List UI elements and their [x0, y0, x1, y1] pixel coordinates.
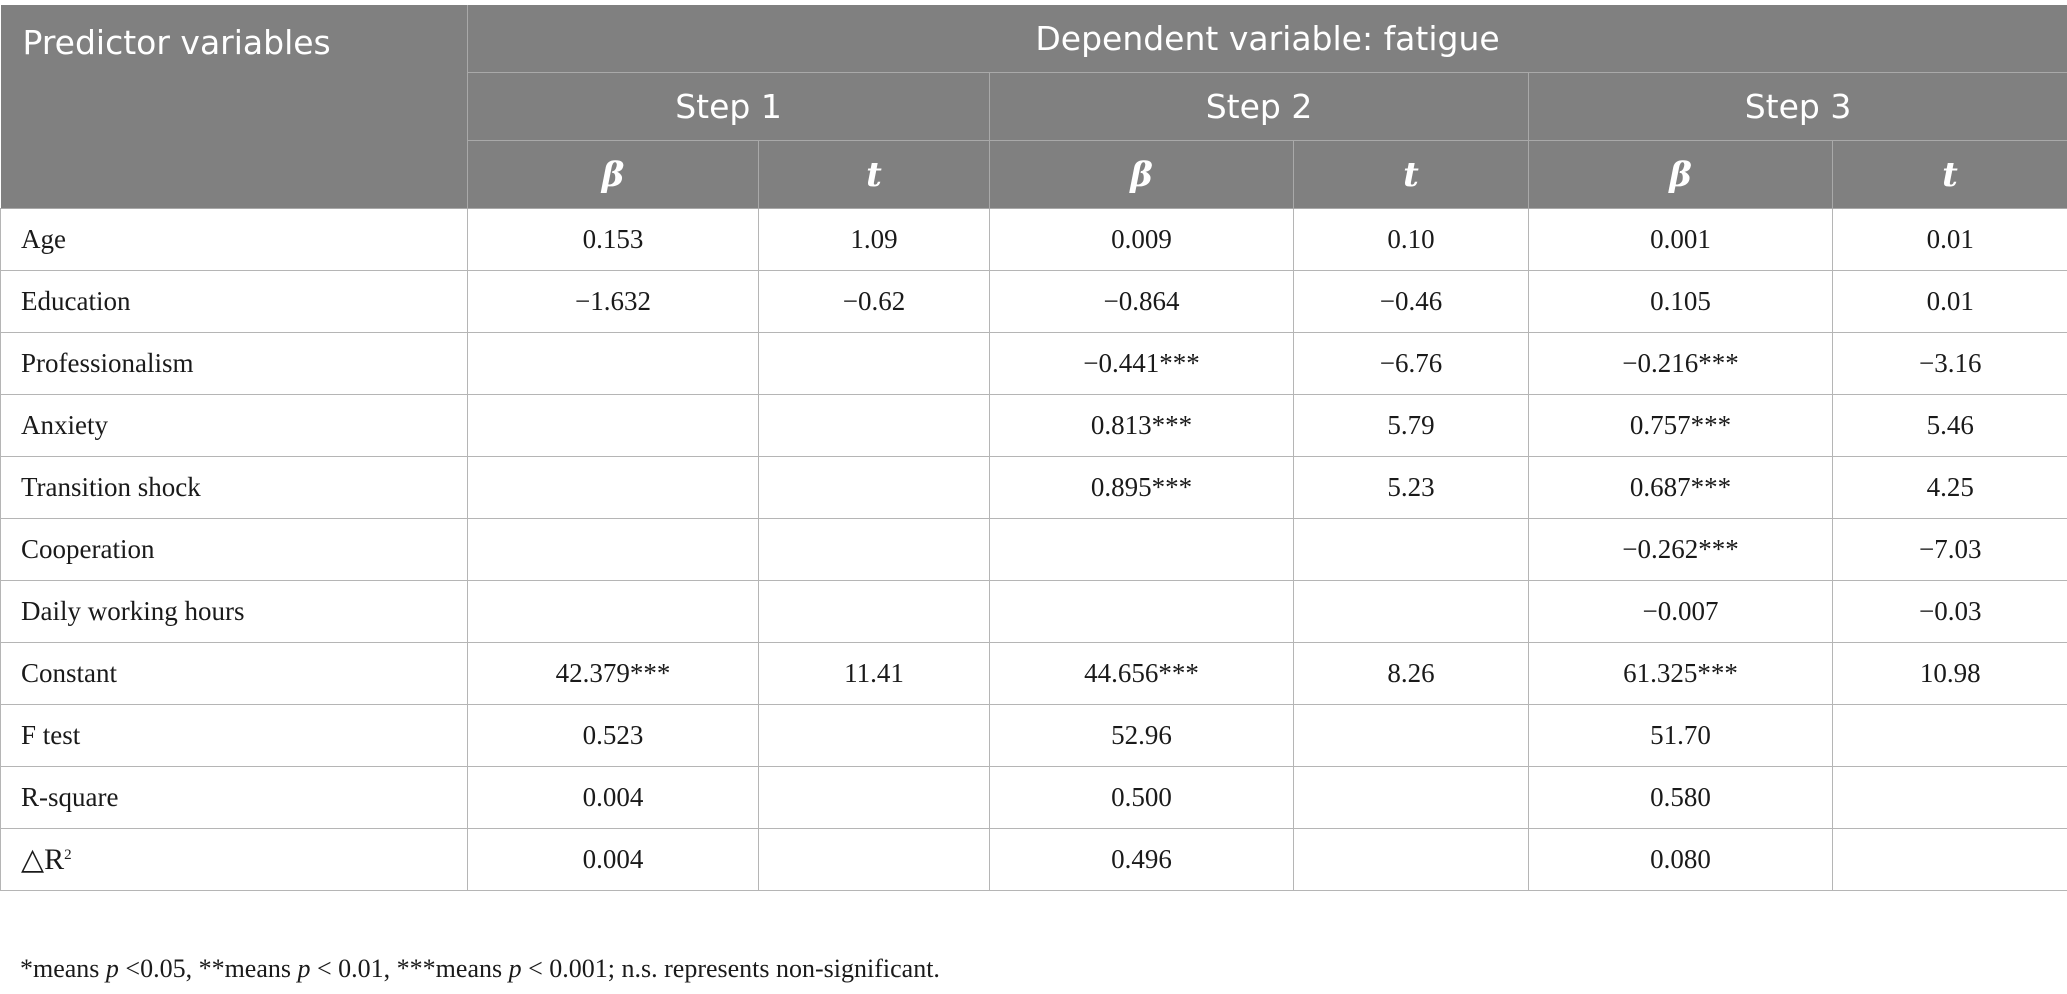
regression-table: [0, 5, 2067, 891]
superscript-two: 2: [64, 847, 72, 863]
row-label: [1, 829, 468, 891]
row-label: Professionalism: [1, 333, 468, 395]
step-2-header: Step 2: [990, 73, 1529, 141]
step-3-beta-cell: −0.216***: [1529, 333, 1833, 395]
row-label: Daily working hours: [1, 581, 468, 643]
step-2-beta-cell: [990, 519, 1294, 581]
step-2-t-cell: −0.46: [1294, 271, 1529, 333]
step-3-beta-cell: 51.70: [1529, 705, 1833, 767]
step-1-beta-cell: 0.004: [468, 829, 759, 891]
step-2-t-cell: [1294, 705, 1529, 767]
row-label: Anxiety: [1, 395, 468, 457]
step-1-t-cell: [759, 705, 990, 767]
regression-table-container: [0, 5, 2067, 891]
step-1-beta-cell: 42.379***: [468, 643, 759, 705]
table-row-anxiety: [1, 395, 2067, 457]
row-label: R-square: [1, 767, 468, 829]
footnote-part: *means: [20, 954, 106, 983]
step-1-t-cell: [759, 457, 990, 519]
step-3-beta-cell: −0.262***: [1529, 519, 1833, 581]
row-label: Education: [1, 271, 468, 333]
step-3-beta-header: β: [1529, 141, 1833, 209]
step-2-t-cell: [1294, 581, 1529, 643]
step-3-beta-cell: 0.687***: [1529, 457, 1833, 519]
step-1-beta-header: β: [468, 141, 759, 209]
table-row-r-square: [1, 767, 2067, 829]
step-2-beta-cell: [990, 581, 1294, 643]
step-2-t-cell: −6.76: [1294, 333, 1529, 395]
row-label: Constant: [1, 643, 468, 705]
step-1-beta-cell: [468, 333, 759, 395]
step-1-t-cell: [759, 395, 990, 457]
step-1-beta-cell: 0.523: [468, 705, 759, 767]
step-1-t-cell: [759, 829, 990, 891]
step-1-t-cell: [759, 767, 990, 829]
step-3-header: Step 3: [1529, 73, 2067, 141]
table-row-constant: [1, 643, 2067, 705]
footnote-part: < 0.01, ***means: [310, 954, 509, 983]
step-3-t-cell: 10.98: [1833, 643, 2067, 705]
step-3-t-cell: 4.25: [1833, 457, 2067, 519]
step-2-beta-cell: 0.500: [990, 767, 1294, 829]
row-label: F test: [1, 705, 468, 767]
step-1-beta-cell: 0.004: [468, 767, 759, 829]
row-label: Cooperation: [1, 519, 468, 581]
table-row-professionalism: [1, 333, 2067, 395]
step-2-beta-cell: 52.96: [990, 705, 1294, 767]
step-3-t-cell: −0.03: [1833, 581, 2067, 643]
step-1-t-header: t: [759, 141, 990, 209]
step-1-t-cell: −0.62: [759, 271, 990, 333]
step-3-t-cell: [1833, 767, 2067, 829]
step-3-beta-cell: 61.325***: [1529, 643, 1833, 705]
step-3-t-header: t: [1833, 141, 2067, 209]
step-2-beta-cell: 0.496: [990, 829, 1294, 891]
step-2-t-cell: 0.10: [1294, 209, 1529, 271]
step-3-beta-cell: 0.080: [1529, 829, 1833, 891]
step-1-t-cell: [759, 519, 990, 581]
step-3-t-cell: −7.03: [1833, 519, 2067, 581]
table-header: [1, 5, 2067, 209]
step-1-beta-cell: [468, 519, 759, 581]
step-1-beta-cell: [468, 395, 759, 457]
p-symbol: p: [508, 954, 522, 983]
step-1-beta-cell: 0.153: [468, 209, 759, 271]
table-row-cooperation: [1, 519, 2067, 581]
step-3-t-cell: 0.01: [1833, 209, 2067, 271]
table-row-delta-r-square: [1, 829, 2067, 891]
step-2-beta-header: β: [990, 141, 1294, 209]
step-1-t-cell: [759, 333, 990, 395]
step-2-beta-cell: 0.813***: [990, 395, 1294, 457]
step-2-t-cell: [1294, 829, 1529, 891]
table-row-transition-shock: [1, 457, 2067, 519]
table-row-age: [1, 209, 2067, 271]
step-2-beta-cell: 0.009: [990, 209, 1294, 271]
step-1-beta-cell: [468, 457, 759, 519]
step-3-beta-cell: 0.580: [1529, 767, 1833, 829]
p-symbol: p: [105, 954, 119, 983]
step-3-beta-cell: 0.001: [1529, 209, 1833, 271]
step-2-t-header: t: [1294, 141, 1529, 209]
p-symbol: p: [297, 954, 311, 983]
step-2-t-cell: 5.23: [1294, 457, 1529, 519]
step-2-beta-cell: −0.864: [990, 271, 1294, 333]
step-1-t-cell: 1.09: [759, 209, 990, 271]
step-3-t-cell: [1833, 829, 2067, 891]
step-2-t-cell: [1294, 767, 1529, 829]
dependent-variable-header: Dependent variable: fatigue: [468, 5, 2067, 73]
step-1-t-cell: [759, 581, 990, 643]
step-3-t-cell: [1833, 705, 2067, 767]
step-3-t-cell: −3.16: [1833, 333, 2067, 395]
step-3-beta-cell: −0.007: [1529, 581, 1833, 643]
step-1-beta-cell: [468, 581, 759, 643]
step-1-header: Step 1: [468, 73, 990, 141]
table-row-education: [1, 271, 2067, 333]
step-3-beta-cell: 0.105: [1529, 271, 1833, 333]
table-footnote: [20, 954, 940, 984]
step-2-t-cell: 8.26: [1294, 643, 1529, 705]
row-label: Age: [1, 209, 468, 271]
step-2-t-cell: [1294, 519, 1529, 581]
step-2-beta-cell: −0.441***: [990, 333, 1294, 395]
step-3-t-cell: 0.01: [1833, 271, 2067, 333]
row-label: Transition shock: [1, 457, 468, 519]
step-2-beta-cell: 0.895***: [990, 457, 1294, 519]
step-1-t-cell: 11.41: [759, 643, 990, 705]
table-row-daily-working-hours: [1, 581, 2067, 643]
step-2-t-cell: 5.79: [1294, 395, 1529, 457]
step-3-t-cell: 5.46: [1833, 395, 2067, 457]
predictor-variables-header: Predictor variables: [1, 5, 468, 209]
footnote-part: < 0.001; n.s. represents non-significant.: [521, 954, 940, 983]
delta-r-label: △R: [21, 843, 65, 876]
footnote-part: <0.05, **means: [118, 954, 298, 983]
step-1-beta-cell: −1.632: [468, 271, 759, 333]
table-row-f-test: [1, 705, 2067, 767]
table-body: [1, 209, 2067, 891]
step-2-beta-cell: 44.656***: [990, 643, 1294, 705]
step-3-beta-cell: 0.757***: [1529, 395, 1833, 457]
